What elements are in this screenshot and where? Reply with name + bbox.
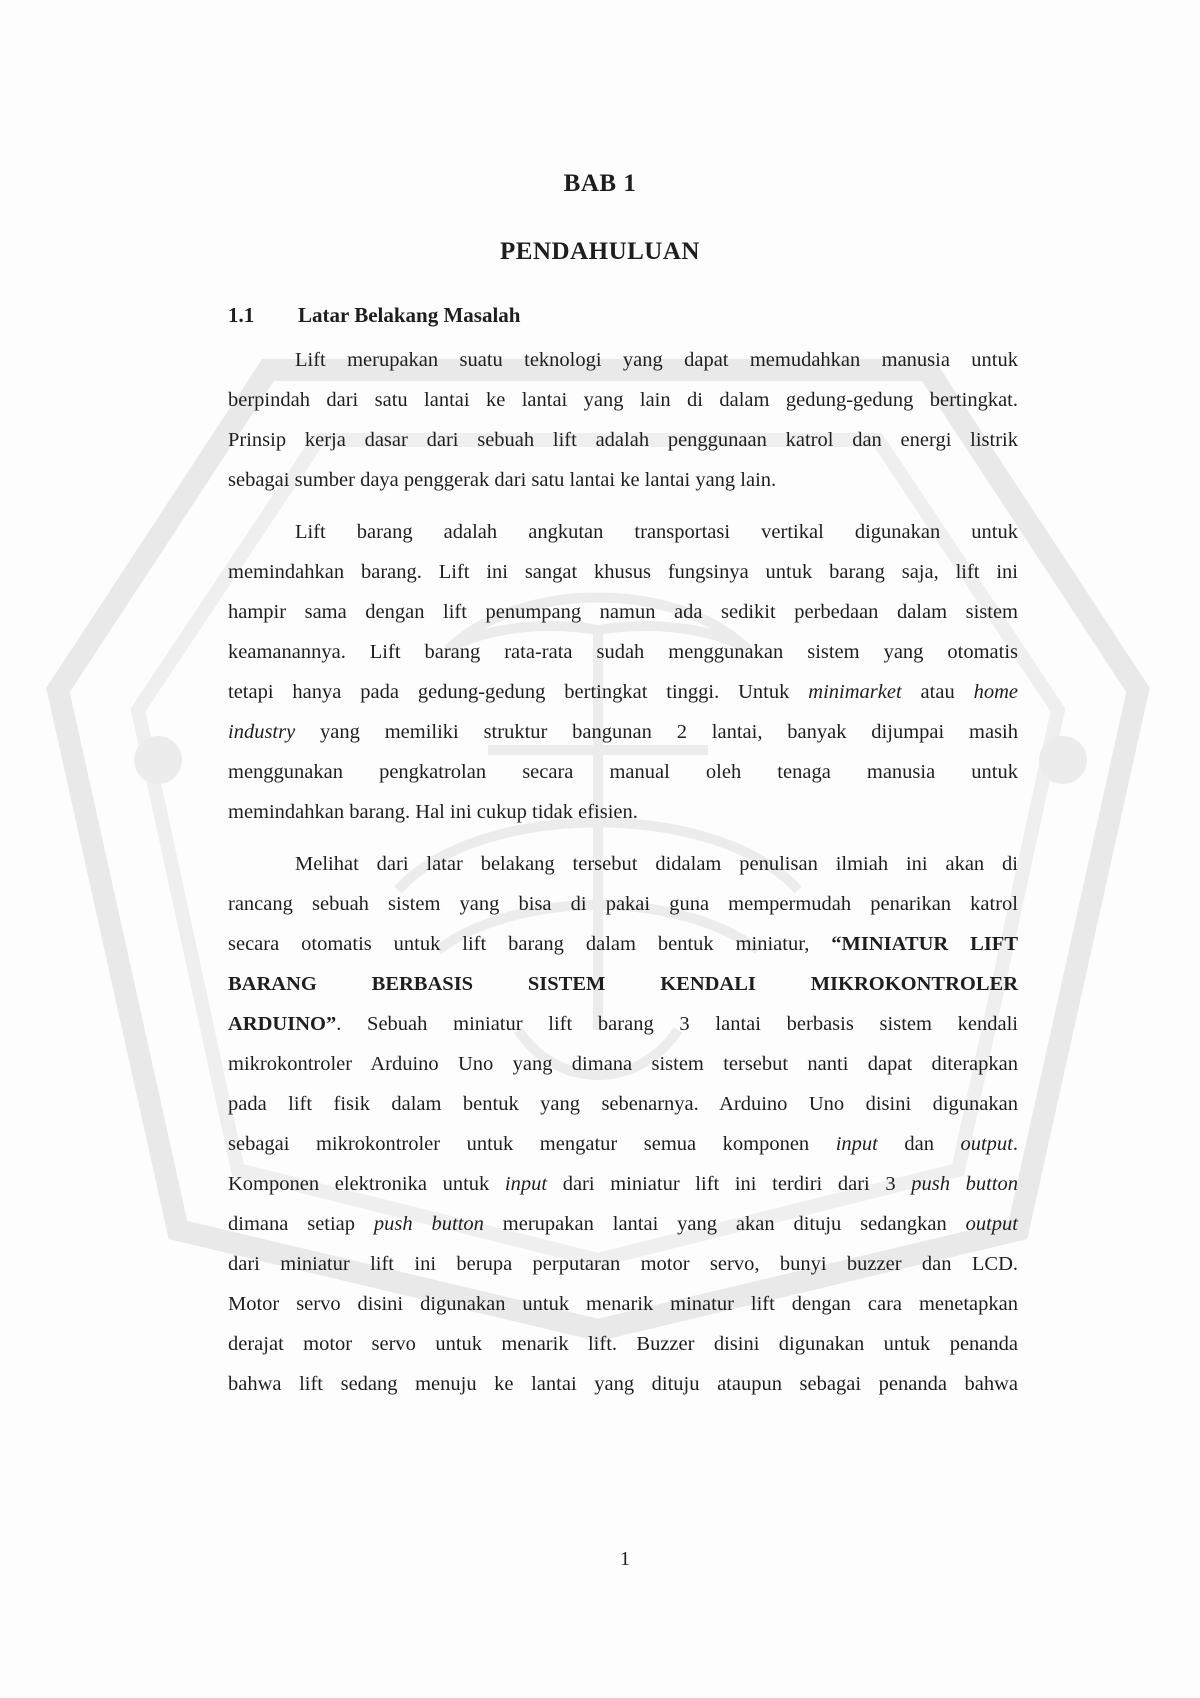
bold-title: ARDUINO” [228,1013,337,1035]
text-line [228,712,1018,752]
bold-title: “MINIATUR LIFT [831,933,1018,955]
text-line: derajat motor servo untuk menarik lift. Buzzer disini digunakan untuk penanda [228,1333,1018,1355]
text-line [228,1164,1018,1204]
italic-term: industry [228,721,296,743]
text-line: memindahkan barang. Hal ini cukup tidak efisien. [228,801,638,823]
text-run: secara otomatis untuk lift barang dalam bentuk miniatur, [228,933,832,955]
text-line: sebagai sumber daya penggerak dari satu lantai ke lantai yang lain. [228,469,777,491]
italic-term: push button [911,1173,1019,1195]
text-line: menggunakan pengkatrolan secara manual oleh tenaga manusia untuk [228,761,1018,783]
text-line: dari miniatur lift ini berupa perputaran motor servo, bunyi buzzer dan LCD. [228,1253,1018,1275]
text-line [228,924,1018,964]
text-line: Melihat dari latar belakang tersebut didalam penulisan ilmiah ini akan di [295,853,1018,875]
text-run: dan [877,1133,961,1155]
text-line [228,1004,1018,1044]
text-run: . Sebuah miniatur lift barang 3 lantai berbasis sistem kendali [336,1013,1018,1035]
text-line: bahwa lift sedang menuju ke lantai yang dituju ataupun sebagai penanda bahwa [228,1373,1018,1395]
chapter-title: PENDAHULUAN [500,238,700,265]
page-number: 1 [620,1548,630,1570]
section-number: 1.1 [228,303,255,327]
text-run: merupakan lantai yang akan dituju sedangkan [483,1213,966,1235]
text-line [228,1124,1018,1164]
text-line: keamanannya. Lift barang rata-rata sudah menggunakan sistem yang otomatis [228,641,1018,663]
section-heading [228,303,520,328]
body-text [228,340,1018,1416]
text-run: sebagai mikrokontroler untuk mengatur semua komponen [228,1133,836,1155]
text-line: pada lift fisik dalam bentuk yang sebenarnya. Arduino Uno disini digunakan [228,1093,1018,1115]
text-line: Motor servo disini digunakan untuk menarik minatur lift dengan cara menetapkan [228,1293,1018,1315]
text-line: berpindah dari satu lantai ke lantai yang lain di dalam gedung-gedung bertingkat. [228,389,1018,411]
text-line: mikrokontroler Arduino Uno yang dimana sistem tersebut nanti dapat diterapkan [228,1053,1018,1075]
text-line: rancang sebuah sistem yang bisa di pakai guna mempermudah penarikan katrol [228,893,1018,915]
chapter-number: BAB 1 [563,170,637,197]
italic-term: output [965,1213,1018,1235]
text-line [228,672,1018,712]
section-title: Latar Belakang Masalah [298,303,521,327]
italic-term: input [835,1133,878,1155]
text-run: Komponen elektronika untuk [228,1173,505,1195]
italic-term: output [960,1133,1013,1155]
italic-term: home [973,681,1018,703]
text-run: atau [901,681,974,703]
text-line: Prinsip kerja dasar dari sebuah lift adalah penggunaan katrol dan energi listrik [228,429,1018,451]
paragraph-1 [228,340,1018,500]
paragraph-2 [228,512,1018,832]
text-line: hampir sama dengan lift penumpang namun ada sedikit perbedaan dalam sistem [228,601,1018,623]
text-line [228,1204,1018,1244]
text-run: dimana setiap [228,1213,374,1235]
text-run: dari miniatur lift ini terdiri dari 3 [547,1173,912,1195]
italic-term: push button [373,1213,484,1235]
text-line [228,964,1018,1004]
text-line: Lift merupakan suatu teknologi yang dapat memudahkan manusia untuk [295,349,1018,371]
bold-title: BARANG BERBASIS SISTEM KENDALI MIKROKONTROLER [228,973,1018,995]
text-line: memindahkan barang. Lift ini sangat khusus fungsinya untuk barang saja, lift ini [228,561,1018,583]
text-run: tetapi hanya pada gedung-gedung bertingkat tinggi. Untuk [228,681,809,703]
text-run: yang memiliki struktur bangunan 2 lantai, banyak dijumpai masih [295,721,1018,743]
italic-term: minimarket [808,681,902,703]
italic-term: input [504,1173,548,1195]
text-line: Lift barang adalah angkutan transportasi vertikal digunakan untuk [295,521,1018,543]
text-run: . [1012,1133,1018,1155]
paragraph-3 [228,844,1018,1404]
